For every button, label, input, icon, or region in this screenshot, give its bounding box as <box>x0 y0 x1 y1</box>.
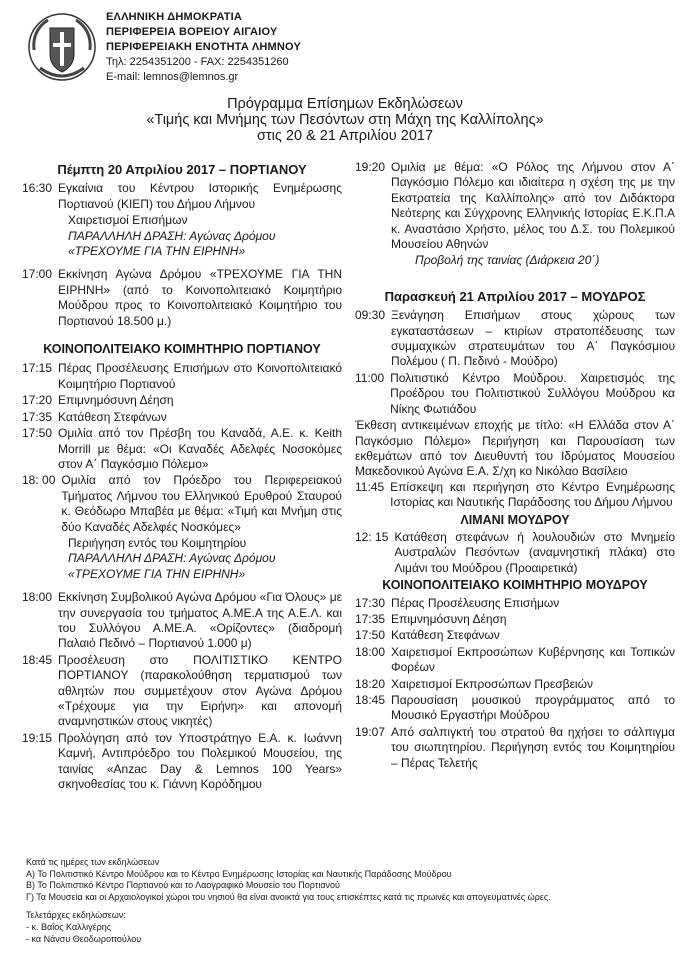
event-time: 17:35 <box>22 409 53 424</box>
event-text: Χαιρετισμοί Εκπροσώπων Κυβέρνησης και Τοπικών Φορέων <box>391 644 675 675</box>
header-line-1: ΕΛΛΗΝΙΚΗ ΔΗΜΟΚΡΑΤΙΑ <box>106 11 243 23</box>
footer-note-a: Α) Το Πολιτιστικό Κέντρο Μούδρου και το Κέντρο Ενημέρωσης Ιστορίας και Ναυτικής Παράδοσης Μούδρου <box>26 868 452 879</box>
event-time: 19:07 <box>355 724 386 739</box>
event-item <box>355 612 675 627</box>
event-text: Ομιλία από τον Πρόεδρο του Περιφερειακού Τμήματος Λήμνου του Ελληνικού Ερυθρού Σταυρού κ. Θεόδωρο Μπαβέα με θέμα: «Τιμή και Μνήμη στις δύο Καναδές Αδελφές Νοσκόμες» <box>61 473 342 534</box>
event-item <box>22 653 342 730</box>
event-time: 18:20 <box>355 676 386 691</box>
event-note: «ΤΡΕΧΟΥΜΕ ΓΙΑ ΤΗΝ ΕΙΡΗΝΗ» <box>68 244 246 259</box>
event-text: Ομιλία από τον Πρέσβη του Καναδά, Α.Ε. κ. Keith Morrill με θέμα: «Οι Καναδές Αδελφές Νοσοκόμες στον Α΄ Παγκόσμιο Πόλεμο» <box>58 426 342 471</box>
event-time: 19:15 <box>22 730 53 745</box>
event-note: Προβολή της ταινίας (Διάρκεια 20΄) <box>415 253 600 268</box>
event-note: Χαιρετισμοί Επισήμων <box>68 213 188 228</box>
event-item <box>355 693 675 724</box>
event-time: 17:00 <box>22 267 53 282</box>
footer-notes <box>26 857 666 945</box>
event-item <box>22 361 342 392</box>
event-note: «ΤΡΕΧΟΥΜΕ ΓΙΑ ΤΗΝ ΕΙΡΗΝΗ» <box>68 566 246 581</box>
event-item <box>355 725 675 771</box>
event-item <box>355 596 675 611</box>
event-text: Εγκαίνια του Κέντρου Ιστορικής Ενημέρωσης Πορτιανού (ΚΙΕΠ) του Δήμου Λήμνου <box>58 181 342 211</box>
day-heading-friday: Παρασκευή 21 Απριλίου 2017 – ΜΟΥΔΡΟΣ <box>384 288 646 304</box>
event-item <box>355 628 675 643</box>
event-time: 17:20 <box>22 393 53 408</box>
event-time: 18:45 <box>355 693 386 707</box>
event-item <box>22 410 342 425</box>
event-note: ΠΑΡΑΛΛΗΛΗ ΔΡΑΣΗ: Αγώνας Δρόμου <box>68 551 276 566</box>
section-heading-portianou-cemetery: ΚΟΙΝΟΠΟΛΙΤΕΙΑΚΟ ΚΟΙΜΗΤΗΡΙΟ ΠΟΡΤΙΑΝΟΥ <box>43 342 321 357</box>
event-text: Πολιτιστικό Κέντρο Μούδρου. Χαιρετισμός της Προέδρου του Πολιτιστικού Συλλόγου Μούδρου κα Νίκης Φωτιάδου <box>390 370 675 416</box>
event-note: Περιήγηση εντός του Κοιμητηρίου <box>68 535 247 550</box>
header-line-2: ΠΕΡΙΦΕΡΕΙΑ ΒΟΡΕΙΟΥ ΑΙΓΑΙΟΥ <box>106 26 278 38</box>
event-time: 11:00 <box>355 370 385 385</box>
event-time: 17:50 <box>355 628 386 643</box>
event-text: Κατάθεση Στεφάνων <box>58 409 167 424</box>
event-item <box>355 677 675 692</box>
event-text: Πέρας Προσέλευσης Επισήμων <box>391 595 560 610</box>
event-time: 18:00 <box>355 644 386 659</box>
event-text: Χαιρετισμοί Εκπροσώπων Πρεσβειών <box>391 676 593 691</box>
event-text: Προλόγηση από τον Υποστράτηγο Ε.Α. κ. Ιωάννη Καμνή, Αντιπρόεδρο του Πολεμικού Μουσείου, της ταινίας «Anzac Day & Lemnos 100 Years» σκηνοθεσίας του κ. Γιάννη Κορόδημου <box>58 730 342 792</box>
event-text: Επιμνημόσυνη Δέηση <box>391 611 507 626</box>
master-of-ceremony-1: - κ. Βαΐος Καλλιγέρης <box>26 921 112 932</box>
event-item <box>22 267 342 329</box>
exhibition-text: Έκθεση αντικειμένων εποχής με τίτλο: «Η Ελλάδα στον Α΄ Παγκόσμιο Πόλεμο» Περιήγηση και Παρουσίαση των εκθεμάτων από τον Διευθυντή του Ιδρύματος Μουσείου Μακεδονικού Αγώνα Ε.Α. Σ/χη κο Νικόλαο Βασίλειο <box>355 418 675 479</box>
event-text: Ομιλία με θέμα: «Ο Ρόλος της Λήμνου στον Α΄ Παγκόσμιο Πόλεμο και ιδιαίτερα η σχέση της με την Εκστρατεία της Καλλίπολης» από τον Διδάκτορα Νεότερης και Σύγχρονης Ελληνικής Ιστορίας Ε.Κ.Π.Α κ. Αναστάσιο Χρήστο, μέλος του Δ.Σ. του Πολεμικού Μουσείου Αθηνών <box>391 160 675 252</box>
event-text: Από σαλπιγκτή του στρατού θα ηχήσει το σάλπιγμα του σιωπητηρίου. Περιήγηση εντός του Κοιμητηρίου – Πέρας Τελετής <box>391 724 675 770</box>
event-time: 18: 00 <box>22 473 56 488</box>
event-text: Πέρας Προσέλευσης Επισήμων στο Κοινοπολιτειακό Κοιμητήριο Πορτιανού <box>58 361 342 391</box>
master-of-ceremony-2: - κα Νάνσυ Θεοδωροπούλου <box>26 933 142 944</box>
footer-intro: Κατά τις ημέρες των εκδηλώσεων <box>26 857 160 867</box>
event-time: 17:30 <box>355 595 386 610</box>
event-text: Προσέλευση στο ΠΟΛΙΤΙΣΤΙΚΟ ΚΕΝΤΡΟ ΠΟΡΤΙΑΝΟΥ (παρακολούθηση τερματισμού των αθλητών που συμμετέχουν στον Αγώνα Δρόμου «Τρέχουμε για την Ειρήνη» και απονομή αναμνηστικών στους νικητές) <box>58 652 342 729</box>
event-item <box>22 426 342 472</box>
section-heading-moudros-port: ΛΙΜΑΝΙ ΜΟΥΔΡΟΥ <box>460 512 570 527</box>
event-item <box>22 590 342 652</box>
event-text: Κατάθεση στεφάνων ή λουλουδιών στο Μνημείο Αυστραλών Πεσόντων (αναμνηστική πλάκα) στο Λιμάνι του Μούδρου (Προαιρετικά) <box>394 529 675 575</box>
event-item <box>355 530 675 576</box>
document-title <box>0 96 690 144</box>
letterhead <box>26 10 666 90</box>
header-line-3: ΠΕΡΙΦΕΡΕΙΑΚΗ ΕΝΟΤΗΤΑ ΛΗΜΝΟΥ <box>106 41 302 53</box>
header-phone: Τηλ: 2254351200 - FAX: 2254351260 <box>106 56 289 68</box>
event-time: 18:45 <box>22 652 53 667</box>
title-line-3: στις 20 & 21 Απριλίου 2017 <box>256 128 434 144</box>
right-column <box>355 160 675 772</box>
event-text: Εκκίνηση Αγώνα Δρόμου «ΤΡΕΧΟΥΜΕ ΓΙΑ ΤΗΝ ΕΙΡΗΝΗ» (από το Κοινοπολιτειακό Κοιμητήριο Μούδρου προς το Κοινοπολιτειακό Κοιμητήριο του Πορτιανού 18.500 μ.) <box>58 267 342 328</box>
title-line-2: «Τιμής και Μνήμης των Πεσόντων στη Μάχη της Καλλίπολης» <box>146 112 544 128</box>
event-note: ΠΑΡΑΛΛΗΛΗ ΔΡΑΣΗ: Αγώνας Δρόμου <box>68 228 276 243</box>
event-time: 17:15 <box>22 361 53 376</box>
footer-note-b: Β) Το Πολιτιστικό Κέντρο Πορτιανού και το Λαογραφικό Μουσείο του Πορτιανού <box>26 880 340 891</box>
event-time: 18:00 <box>22 590 53 605</box>
event-text: Επιμνημόσυνη Δέηση <box>58 393 174 408</box>
section-heading-moudros-cemetery: ΚΟΙΝΟΠΟΛΙΤΕΙΑΚΟ ΚΟΙΜΗΤΗΡΙΟ ΜΟΥΔΡΟΥ <box>382 578 648 593</box>
event-time: 19:20 <box>355 160 386 174</box>
footer-note-c: Γ) Τα Μουσεία και οι Αρχαιολογικοί χώροι του νησιού θα είναι ανοικτά για τους επισκέπτες κατά τις πρωινές και απογευματινές ώρες. <box>26 891 551 902</box>
event-time: 17:50 <box>22 426 53 441</box>
event-time: 11:45 <box>355 479 385 494</box>
event-item <box>355 480 675 511</box>
event-time: 16:30 <box>22 181 53 196</box>
title-line-1: Πρόγραμμα Επίσημων Εκδηλώσεων <box>227 96 463 112</box>
event-item <box>22 393 342 408</box>
event-time: 12: 15 <box>355 529 389 544</box>
event-item <box>22 181 342 212</box>
header-email: E-mail: lemnos@lemnos.gr <box>106 71 239 83</box>
event-item <box>355 308 675 370</box>
event-text: Επίσκεψη και περιήγηση στο Κέντρο Ενημέρωσης Ιστορίας και Ναυτικής Παράδοσης του Δήμου Λήμνου <box>390 479 675 510</box>
event-item <box>355 160 675 252</box>
event-item <box>22 473 342 535</box>
greek-coat-of-arms-icon <box>26 10 98 84</box>
left-column <box>22 160 342 793</box>
day-heading-thursday: Πέμπτη 20 Απριλίου 2017 – ΠΟΡΤΙΑΝΟΥ <box>57 162 307 177</box>
event-time: 09:30 <box>355 308 386 323</box>
event-item <box>355 371 675 417</box>
event-text: Κατάθεση Στεφάνων <box>391 628 500 643</box>
event-text: Εκκίνηση Συμβολικού Αγώνα Δρόμου «Για Όλους» με την συνεργασία του τμήματος Α.ΜΕ.Α της Α.Ε.Λ. και του Συλλόγου Α.ΜΕ.Α. «Ορίζοντες» (διαδρομή Παλαιό Πεδινό – Πορτιανού 1.000 μ) <box>58 590 342 651</box>
event-item <box>22 731 342 793</box>
event-item <box>355 645 675 676</box>
event-text: Ξενάγηση Επισήμων στους χώρους των εγκαταστάσεων – κτιρίων στρατοπέδευσης των συμμαχικών στρατευμάτων του Α΄ Παγκόσμιου Πολέμου ( Π. Πεδινό - Μούδρο) <box>391 308 675 369</box>
event-text: Παρουσίαση μουσικού προγράμματος από το Μουσικό Εργαστήρι Μούδρου <box>391 693 675 723</box>
masters-of-ceremony-label: Τελετάρχες εκδηλώσεων: <box>26 910 126 921</box>
event-time: 17:35 <box>355 611 386 626</box>
